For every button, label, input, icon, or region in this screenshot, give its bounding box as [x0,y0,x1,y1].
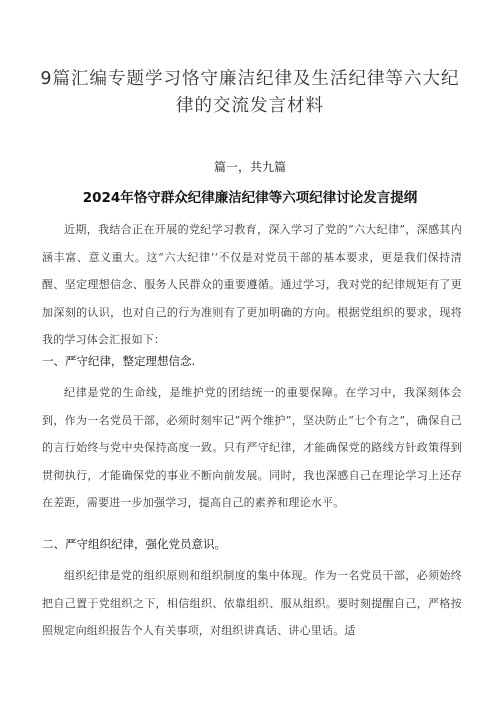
paragraph-organization: 组织纪律是党的组织原则和组织制度的集中体现。作为一名党员干部，必须始终把自己置于党组织之下，相信组织、依靠组织、服从组织。要时刻提醒自己，严格按照规定向组织报告个人有关事项，对组织讲真话、讲心里话。适 [42,569,462,637]
speech-subtitle: 2024年恪守群众纪律廉洁纪律等六项纪律讨论发言提纲 [82,190,418,206]
heading-organization: 二、严守组织纪律，强化党员意识。 [42,537,226,551]
heading-discipline: 一、严守纪律，整定理想信念. [42,354,196,368]
document-title: 9篇汇编专题学习恪守廉洁纪律及生活纪律等六大纪律的交流发言材料 [40,69,460,116]
intro-paragraph: 近期，我结合正在开展的党纪学习教育，深入学习了党的“六大纪律”，深感其内涵丰富、意义重大。这“六大纪律’‘不仅是对党员干部的基本要求，更是我们保持清醒、坚定理想信念、服务人民群众的重要遵循。通过学习，我对党的纪律规矩有了更加深刻的认识，也对自己的行为准则有了更加明确的方向。根据党组织的要求，现将我的学习体会汇报如下： [42,223,462,346]
paragraph-discipline: 纪律是党的生命线，是维护党的团结统一的重要保障。在学习中，我深刻体会到，作为一名党员干部，必须时刻牢记“两个维护”，坚决防止“七个有之”，确保自己的言行始终与党中央保持高度一致。只有严守纪律，才能确保党的路线方针政策得到贯彻执行，才能确保党的事业不断向前发展。同时，我也深感自己在理论学习上还存在差距，需要进一步加强学习，提高自己的素养和理论水平。 [42,386,462,509]
section-label: 篇一，共九篇 [213,160,286,174]
